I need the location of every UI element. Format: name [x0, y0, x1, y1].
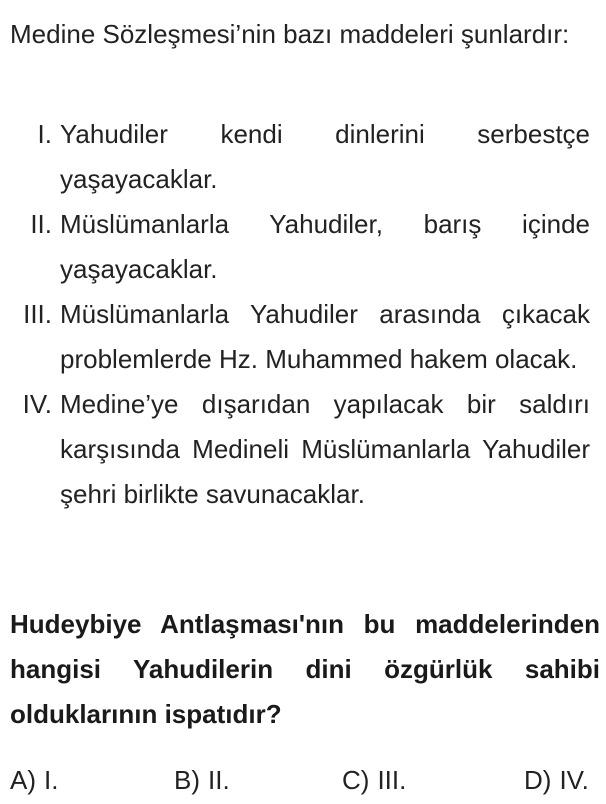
- statement-numeral: III.: [23, 299, 52, 329]
- statement-numeral: II.: [30, 209, 52, 239]
- option-a[interactable]: [10, 760, 58, 800]
- option-b[interactable]: [174, 760, 230, 800]
- statement-numeral: I.: [37, 119, 52, 149]
- statement-item: [0, 292, 606, 382]
- statement-list: [0, 112, 606, 517]
- option-d[interactable]: [524, 760, 589, 800]
- option-letter: B): [174, 765, 200, 795]
- statement-item: [0, 382, 606, 517]
- statement-text: Medine’ye dışarıdan yapılacak bir saldırı karşısında Medineli Müslümanlarla Yahudiler şehri birlikte savunacaklar.: [60, 389, 590, 509]
- option-letter: C): [342, 765, 370, 795]
- option-value: III.: [377, 765, 407, 795]
- option-value: IV.: [559, 765, 589, 795]
- answer-options: [10, 760, 600, 800]
- option-letter: D): [524, 765, 552, 795]
- statement-text: Müslümanlarla Yahudiler, barış içinde yaşayacaklar.: [60, 209, 590, 284]
- statement-item: [0, 202, 606, 292]
- statement-text: Müslümanlarla Yahudiler arasında çıkacak problemlerde Hz. Muhammed hakem olacak.: [60, 299, 590, 374]
- question-stem: Medine Sözleşmesi’nin bazı maddeleri şunlardır:: [10, 19, 570, 49]
- statement-numeral: IV.: [22, 389, 52, 419]
- option-letter: A): [10, 765, 36, 795]
- statement-item: [0, 112, 606, 202]
- option-value: I.: [44, 765, 59, 795]
- option-value: II.: [208, 765, 230, 795]
- option-c[interactable]: [342, 760, 406, 800]
- question-prompt: Hudeybiye Antlaşması'nın bu maddelerinden hangisi Yahudilerin dini özgürlük sahibi olduklarının ispatıdır?: [10, 609, 600, 729]
- statement-text: Yahudiler kendi dinlerini serbestçe yaşayacaklar.: [60, 119, 590, 194]
